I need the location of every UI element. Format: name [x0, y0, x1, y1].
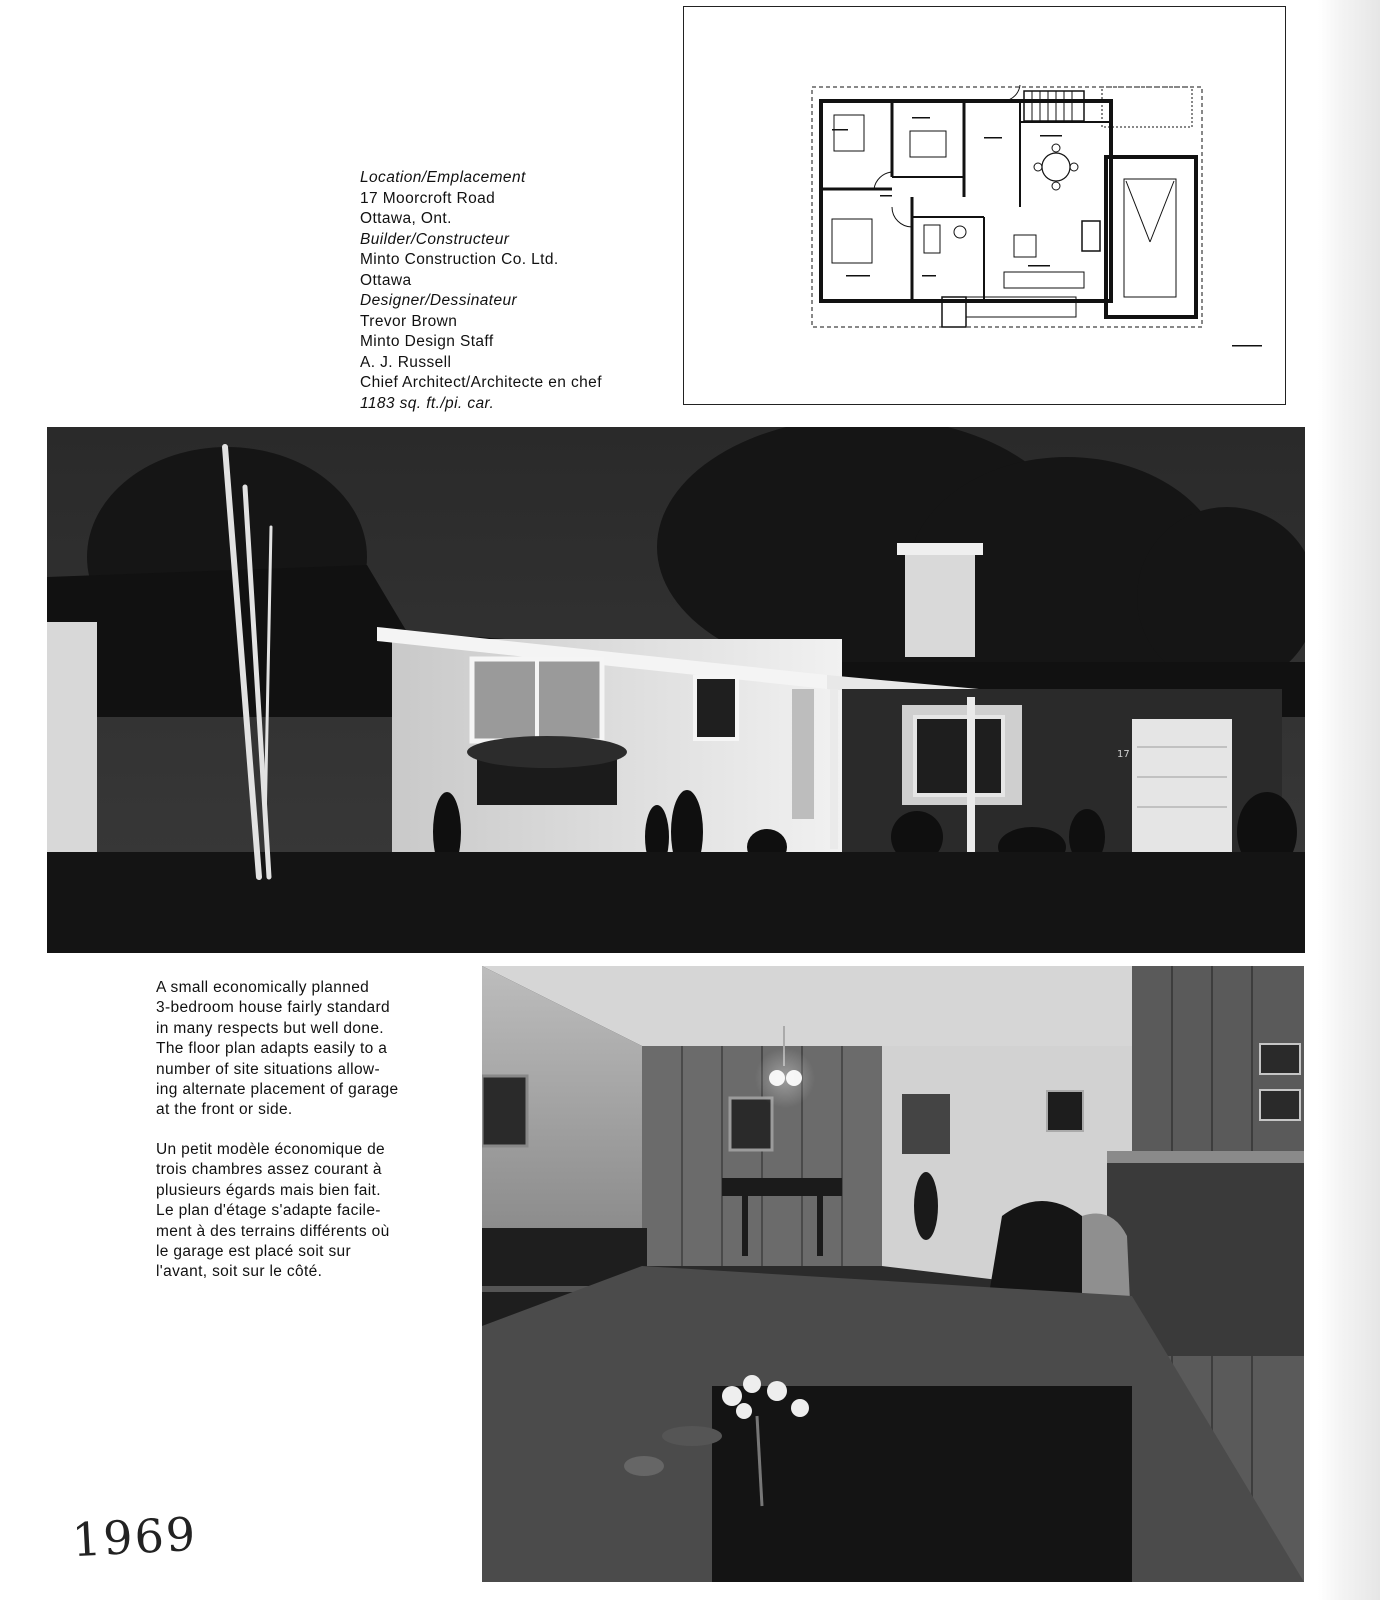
handwritten-year: 1969	[70, 1506, 199, 1568]
designer-line: Trevor Brown	[360, 312, 458, 330]
text-line: trois chambres assez courant à	[156, 1161, 382, 1179]
address-line: Ottawa, Ont.	[360, 210, 452, 227]
house-number: 17	[1117, 749, 1130, 760]
location-label: Location/Emplacement	[360, 169, 526, 186]
interior-photo	[482, 966, 1304, 1582]
builder-line: Ottawa	[360, 271, 412, 289]
text-line: The floor plan adapts easily to a	[156, 1040, 388, 1058]
floor-plan-drawing	[684, 7, 1287, 406]
builder-line: Minto Construction Co. Ltd.	[360, 251, 559, 268]
text-line: in many respects but well done.	[156, 1019, 384, 1037]
floor-area: 1183 sq. ft./pi. car.	[360, 394, 495, 412]
text-line: ment à des terrains différents où	[156, 1222, 390, 1240]
text-line: at the front or side.	[156, 1101, 293, 1119]
text-line: Un petit modèle économique de	[156, 1141, 386, 1158]
credits-block	[360, 168, 680, 414]
text-line: number of site situations allow-	[156, 1060, 380, 1078]
text-line: 3-bedroom house fairly standard	[156, 999, 391, 1017]
floor-plan	[683, 6, 1286, 405]
text-line: plusieurs égards mais bien fait.	[156, 1181, 381, 1199]
builder-label: Builder/Constructeur	[360, 230, 510, 248]
designer-line: A. J. Russell	[360, 353, 452, 371]
designer-label: Designer/Dessinateur	[360, 292, 518, 309]
designer-line: Minto Design Staff	[360, 333, 494, 350]
address-line: 17 Moorcroft Road	[360, 189, 496, 207]
text-line: l'avant, soit sur le côté.	[156, 1263, 323, 1281]
text-line: A small economically planned	[156, 979, 370, 996]
designer-line: Chief Architect/Architecte en chef	[360, 374, 602, 391]
text-line: ing alternate placement of garage	[156, 1081, 399, 1099]
page-edge-shadow	[1318, 0, 1380, 1600]
description-fr	[156, 1140, 466, 1283]
text-line: Le plan d'étage s'adapte facile-	[156, 1202, 381, 1220]
description-en	[156, 978, 466, 1121]
exterior-photo	[47, 427, 1305, 953]
text-line: le garage est placé soit sur	[156, 1243, 352, 1261]
